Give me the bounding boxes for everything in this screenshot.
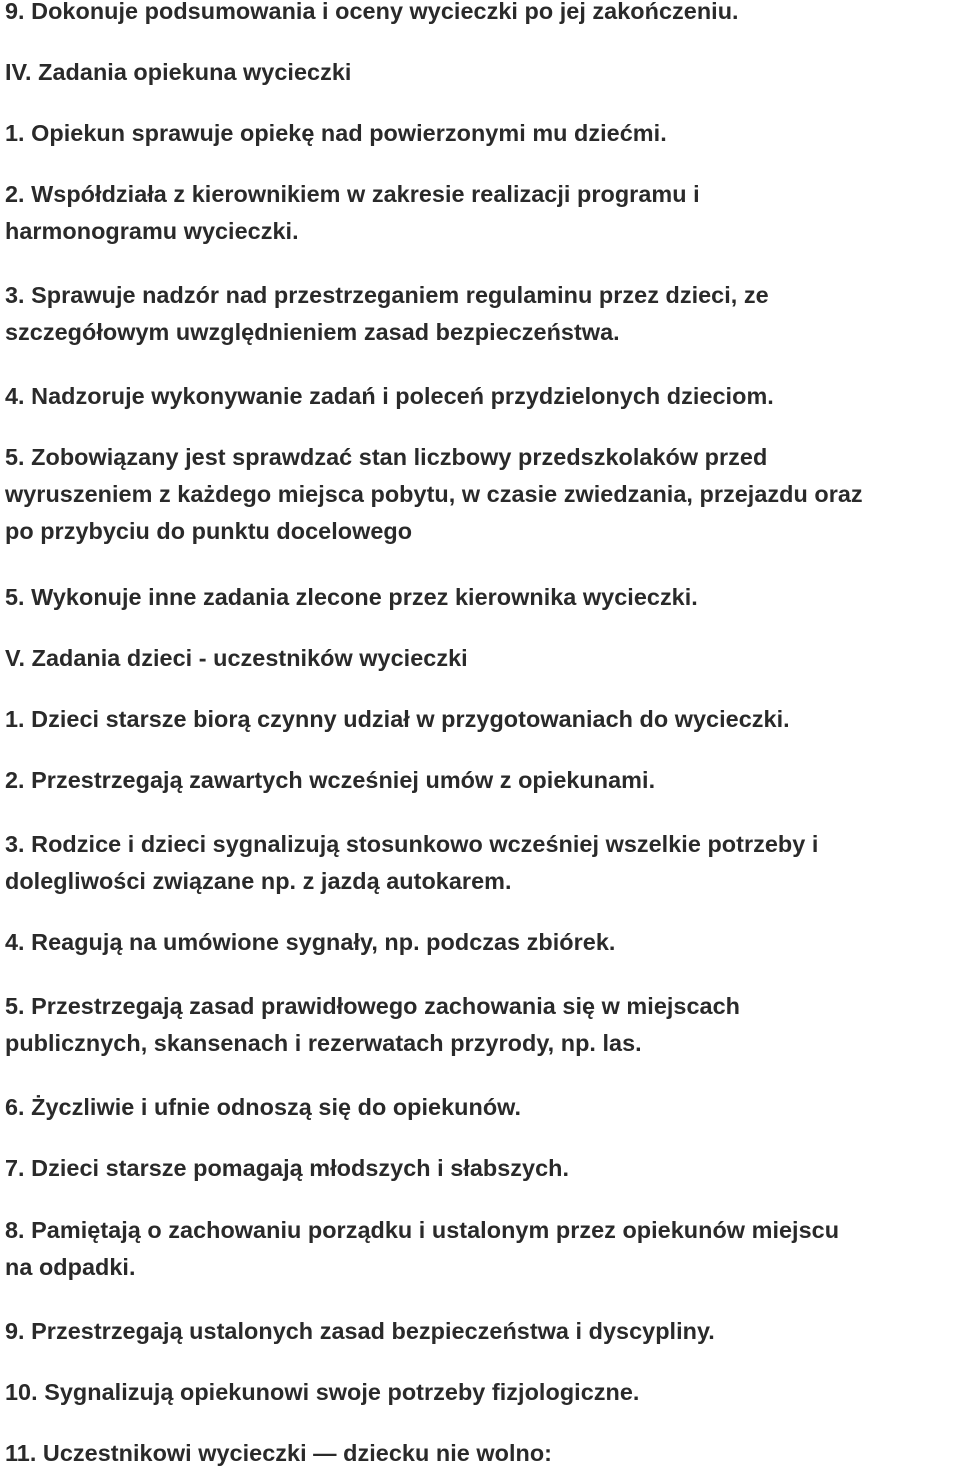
text-line: 7. Dzieci starsze pomagają młodszych i słabszych. [5,1155,570,1181]
paragraph-v-1 [5,701,957,738]
text-line: 1. Opiekun sprawuje opiekę nad powierzonymi mu dziećmi. [5,120,667,146]
text-line: po przybyciu do punktu docelowego [5,518,413,544]
text-line: 6. Życzliwie i ufnie odnoszą się do opiekunów. [5,1094,522,1120]
paragraph-iv-1 [5,115,957,152]
text-line: 2. Przestrzegają zawartych wcześniej umów z opiekunami. [5,767,656,793]
text-line: 9. Przestrzegają ustalonych zasad bezpieczeństwa i dyscypliny. [5,1318,715,1344]
text-line: IV. Zadania opiekuna wycieczki [5,59,352,85]
text-line: 1. Dzieci starsze biorą czynny udział w przygotowaniach do wycieczki. [5,706,790,732]
paragraph-iv-5a [5,439,957,550]
paragraph-v-11 [5,1435,957,1472]
text-line: 4. Nadzoruje wykonywanie zadań i poleceń przydzielonych dzieciom. [5,383,774,409]
text-line: 4. Reagują na umówione sygnały, np. podczas zbiórek. [5,929,616,955]
text-line: V. Zadania dzieci - uczestników wycieczki [5,645,468,671]
paragraph-summary [5,0,957,30]
text-line: 3. Sprawuje nadzór nad przestrzeganiem regulaminu przez dzieci, ze [5,282,769,308]
text-line: na odpadki. [5,1254,136,1280]
text-line: 9. Dokonuje podsumowania i oceny wycieczki po jej zakończeniu. [5,0,739,24]
text-line: 2. Współdziała z kierownikiem w zakresie realizacji programu i [5,181,700,207]
text-line: 5. Zobowiązany jest sprawdzać stan liczbowy przedszkolaków przed [5,444,768,470]
paragraph-v-5 [5,988,957,1062]
paragraph-v-9 [5,1313,957,1350]
paragraph-iv-4 [5,378,957,415]
text-line: wyruszeniem z każdego miejsca pobytu, w czasie zwiedzania, przejazdu oraz [5,481,863,507]
text-line: szczegółowym uwzględnieniem zasad bezpieczeństwa. [5,319,620,345]
paragraph-iv-5b [5,579,957,616]
paragraph-v-6 [5,1089,957,1126]
text-line: 5. Przestrzegają zasad prawidłowego zachowania się w miejscach [5,993,740,1019]
paragraph-iv-3 [5,277,957,351]
text-line: 10. Sygnalizują opiekunowi swoje potrzeby fizjologiczne. [5,1379,640,1405]
text-line: dolegliwości związane np. z jazdą autokarem. [5,868,512,894]
section-heading-iv [5,54,957,91]
text-line: 5. Wykonuje inne zadania zlecone przez kierownika wycieczki. [5,584,698,610]
paragraph-v-3 [5,826,957,900]
paragraph-v-8 [5,1212,957,1286]
paragraph-v-10 [5,1374,957,1411]
section-heading-v [5,640,957,677]
text-line: harmonogramu wycieczki. [5,218,299,244]
paragraph-v-2 [5,762,957,799]
text-line: 11. Uczestnikowi wycieczki — dziecku nie wolno: [5,1440,553,1466]
paragraph-iv-2 [5,176,957,250]
text-line: publicznych, skansenach i rezerwatach przyrody, np. las. [5,1030,642,1056]
text-line: 3. Rodzice i dzieci sygnalizują stosunkowo wcześniej wszelkie potrzeby i [5,831,819,857]
paragraph-v-4 [5,924,957,961]
text-line: 8. Pamiętają o zachowaniu porządku i ustalonym przez opiekunów miejscu [5,1217,840,1243]
paragraph-v-7 [5,1150,957,1187]
